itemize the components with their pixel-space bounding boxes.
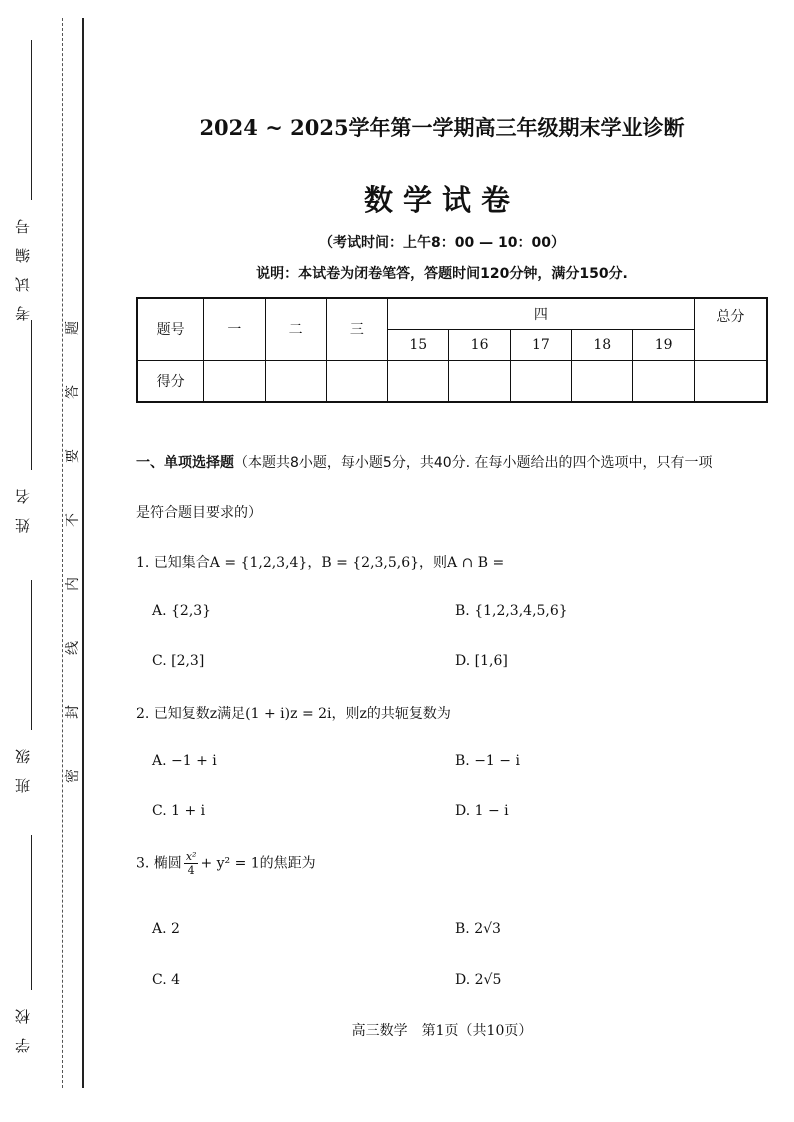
section-heading: 一、单项选择题: [136, 455, 234, 471]
col-q16: 16: [449, 329, 510, 360]
seal-char: 答: [65, 385, 81, 399]
question-2-option-c: C. 1 + i: [152, 803, 206, 819]
school-blank: [31, 835, 32, 990]
score-cell[interactable]: [204, 360, 265, 402]
class-label: 班级: [14, 735, 32, 793]
question-2-option-d: D. 1 − i: [455, 803, 509, 819]
section-intro-line-2: 是符合题目要求的）: [136, 505, 262, 521]
seal-char: 线: [65, 641, 81, 655]
class-blank: [31, 580, 32, 730]
exam-title: 2024 ~ 2025学年第一学期高三年级期末学业诊断: [199, 115, 685, 140]
col-q15: 15: [388, 329, 449, 360]
section-intro-line-1: [136, 452, 713, 472]
name-label: 姓名: [14, 475, 32, 533]
question-3-option-c: C. 4: [152, 972, 181, 988]
binding-dashed-line: [62, 18, 63, 1088]
col-part-2: 二: [265, 298, 326, 360]
seal-char: 要: [65, 449, 81, 463]
page-footer: 高三数学 第1页（共10页）: [351, 1023, 533, 1039]
col-part-3: 三: [326, 298, 387, 360]
score-cell[interactable]: [633, 360, 694, 402]
seal-char: 题: [65, 321, 81, 335]
question-3-suffix: + y² = 1的焦距为: [200, 855, 316, 872]
score-cell[interactable]: [326, 360, 387, 402]
question-3-option-b: B. 2√3: [455, 921, 501, 937]
question-1-option-b: B. {1,2,3,4,5,6}: [455, 603, 568, 619]
binding-solid-line: [82, 18, 84, 1088]
col-part-4: 四: [388, 298, 695, 329]
seal-char: 密: [65, 769, 81, 783]
exam-number-label: 考试编号: [14, 205, 32, 321]
score-cell[interactable]: [510, 360, 571, 402]
seal-char: 不: [65, 513, 81, 527]
fraction-numerator: x²: [185, 850, 197, 863]
question-1-option-d: D. [1,6]: [455, 653, 508, 669]
question-1-option-c: C. [2,3]: [152, 653, 205, 669]
score-cell[interactable]: [265, 360, 326, 402]
name-blank: [31, 320, 32, 470]
score-table: [136, 297, 768, 403]
exam-number-blank: [31, 40, 32, 200]
question-3-option-a: A. 2: [152, 921, 180, 937]
question-1-stem: 1. 已知集合A = {1,2,3,4}，B = {2,3,5,6}，则A ∩ B =: [136, 555, 505, 571]
score-cell[interactable]: [388, 360, 449, 402]
score-cell[interactable]: [449, 360, 510, 402]
col-q17: 17: [510, 329, 571, 360]
col-q18: 18: [572, 329, 633, 360]
seal-char: 内: [65, 577, 81, 591]
fraction-denominator: 4: [187, 864, 195, 877]
exam-note: 说明：本试卷为闭卷笔答，答题时间120分钟，满分150分.: [256, 266, 628, 282]
col-q19: 19: [633, 329, 694, 360]
question-2-option-a: A. −1 + i: [152, 753, 217, 769]
question-3-prefix: 3. 椭圆: [136, 855, 182, 872]
question-2-option-b: B. −1 − i: [455, 753, 520, 769]
score-row-label: 得分: [137, 360, 204, 402]
total-score-cell[interactable]: [694, 360, 767, 402]
question-3-stem: [136, 850, 316, 877]
question-number-header: 题号: [137, 298, 204, 360]
score-cell[interactable]: [572, 360, 633, 402]
exam-time: （考试时间：上午8：00 — 10：00）: [319, 235, 565, 251]
ellipse-fraction: [184, 850, 199, 877]
seal-char: 封: [65, 705, 81, 719]
question-1-option-a: A. {2,3}: [152, 603, 212, 619]
total-header: 总分: [694, 298, 767, 360]
school-label: 学校: [14, 995, 32, 1053]
subject-title: 数学试卷: [363, 183, 520, 217]
question-3-option-d: D. 2√5: [455, 972, 502, 988]
col-part-1: 一: [204, 298, 265, 360]
section-intro: （本题共8小题，每小题5分，共40分. 在每小题给出的四个选项中，只有一项: [234, 455, 713, 471]
question-2-stem: 2. 已知复数z满足(1 + i)z = 2i，则z的共轭复数为: [136, 706, 451, 722]
